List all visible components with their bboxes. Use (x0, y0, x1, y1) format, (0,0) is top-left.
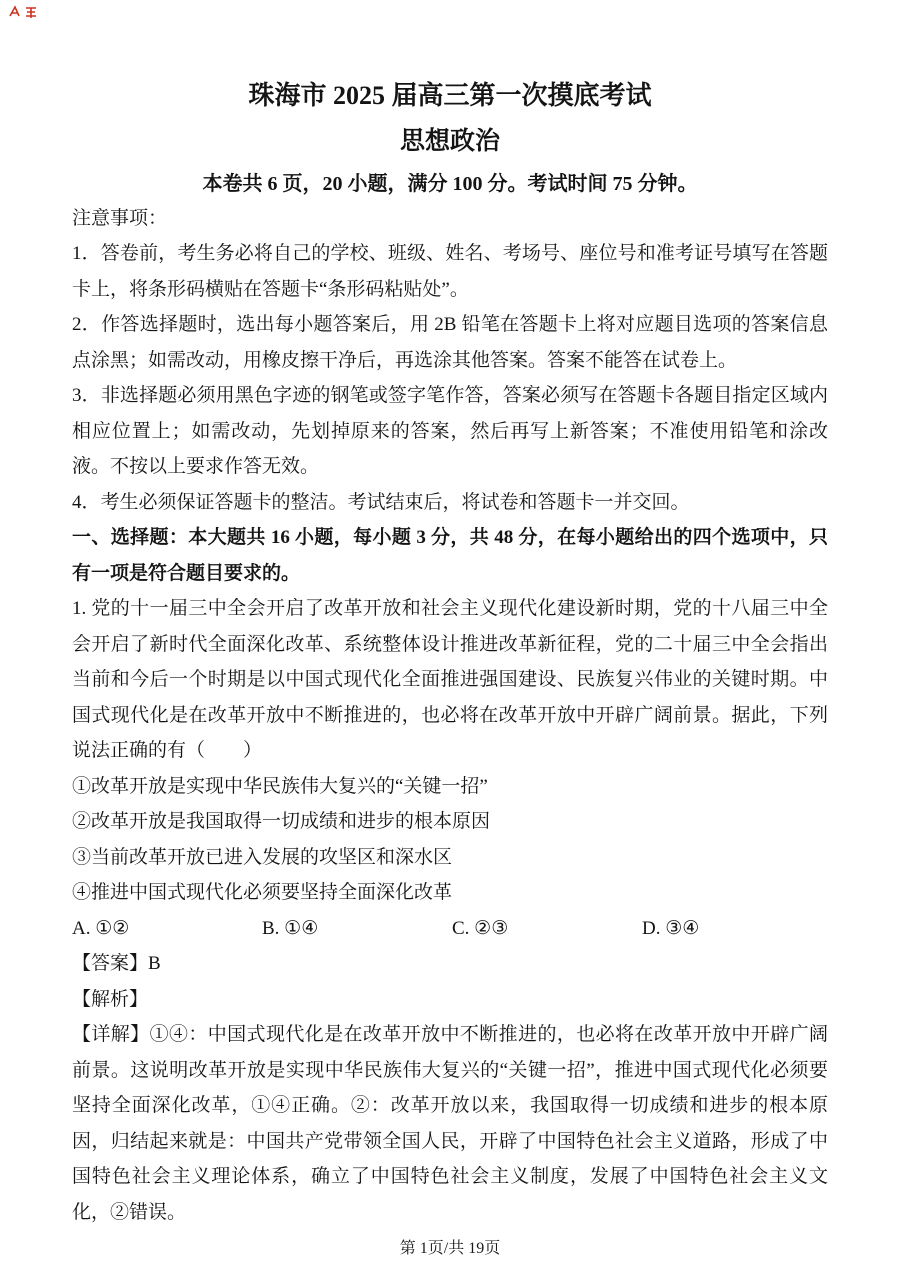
statement-4: ④推进中国式现代化必须要坚持全面深化改革 (72, 882, 453, 904)
choices-row (72, 911, 828, 947)
notice-item-3: 3．非选择题必须用黑色字迹的钢笔或签字笔作答，答案必须写在答题卡各题目指定区域内相应位置上；如需改动，先划掉原来的答案，然后再写上新答案；不准使用铅笔和涂改液。不按以上要求作答无效。 (72, 385, 828, 478)
notice-heading: 注意事项： (72, 207, 168, 229)
notice-item-2: 2．作答选择题时，选出每小题答案后，用 2B 铅笔在答题卡上将对应题目选项的答案信息点涂黑；如需改动，用橡皮擦干净后，再选涂其他答案。答案不能答在试卷上。 (72, 314, 828, 371)
choice-c: C. ②③ (452, 917, 509, 939)
notice-item-1: 1．答卷前，考生务必将自己的学校、班级、姓名、考场号、座位号和准考证号填写在答题卡上，将条形码横贴在答题卡“条形码粘贴处”。 (72, 243, 828, 300)
exam-title: 珠海市 2025 届高三第一次摸底考试 (248, 81, 652, 110)
section-heading: 一、选择题：本大题共 16 小题，每小题 3 分，共 48 分，在每小题给出的四个选项中，只有一项是符合题目要求的。 (72, 527, 828, 584)
question-stem: 1. 党的十一届三中全会开启了改革开放和社会主义现代化建设新时期，党的十八届三中全会开启了新时代全面深化改革、系统整体设计推进改革新征程，党的二十届三中全会指出当前和今后一个时期是以中国式现代化全面推进强国建设、民族复兴伟业的关键时期。中国式现代化是在改革开放中不断推进的，也必将在改革开放中开辟广阔前景。据此，下列说法正确的有（ ） (72, 598, 828, 762)
choice-a: A. ①② (72, 917, 130, 939)
choice-b: B. ①④ (262, 917, 319, 939)
choice-d: D. ③④ (642, 917, 700, 939)
statement-2: ②改革开放是我国取得一切成绩和进步的根本原因 (72, 811, 491, 833)
exam-info-line: 本卷共 6 页，20 小题，满分 100 分。考试时间 75 分钟。 (202, 172, 698, 195)
answer-value: B (148, 953, 161, 975)
answer-line (72, 946, 828, 982)
statement-1: ①改革开放是实现中华民族伟大复兴的“关键一招” (72, 775, 488, 797)
statement-3: ③当前改革开放已进入发展的攻坚区和深水区 (72, 846, 453, 868)
exam-subject: 思想政治 (399, 128, 500, 155)
notice-item-4: 4．考生必须保证答题卡的整洁。考试结束后，将试卷和答题卡一并交回。 (72, 491, 690, 513)
detail-explanation: 【详解】①④：中国式现代化是在改革开放中不断推进的，也必将在改革开放中开辟广阔前景。这说明改革开放是实现中华民族伟大复兴的“关键一招”，推进中国式现代化必须要坚持全面深化改革，①④正确。②：改革开放以来，我国取得一切成绩和进步的根本原因，归结起来就是：中国共产党带领全国人民，开辟了中国特色社会主义道路，形成了中国特色社会主义理论体系，确立了中国特色社会主义制度，发展了中国特色社会主义文化，②错误。 (72, 1024, 828, 1223)
page-footer: 第 1页/共 19页 (399, 1240, 501, 1258)
answer-label: 【答案】 (72, 953, 149, 975)
analysis-label: 【解析】 (72, 988, 149, 1010)
red-watermark-icon (8, 4, 50, 24)
